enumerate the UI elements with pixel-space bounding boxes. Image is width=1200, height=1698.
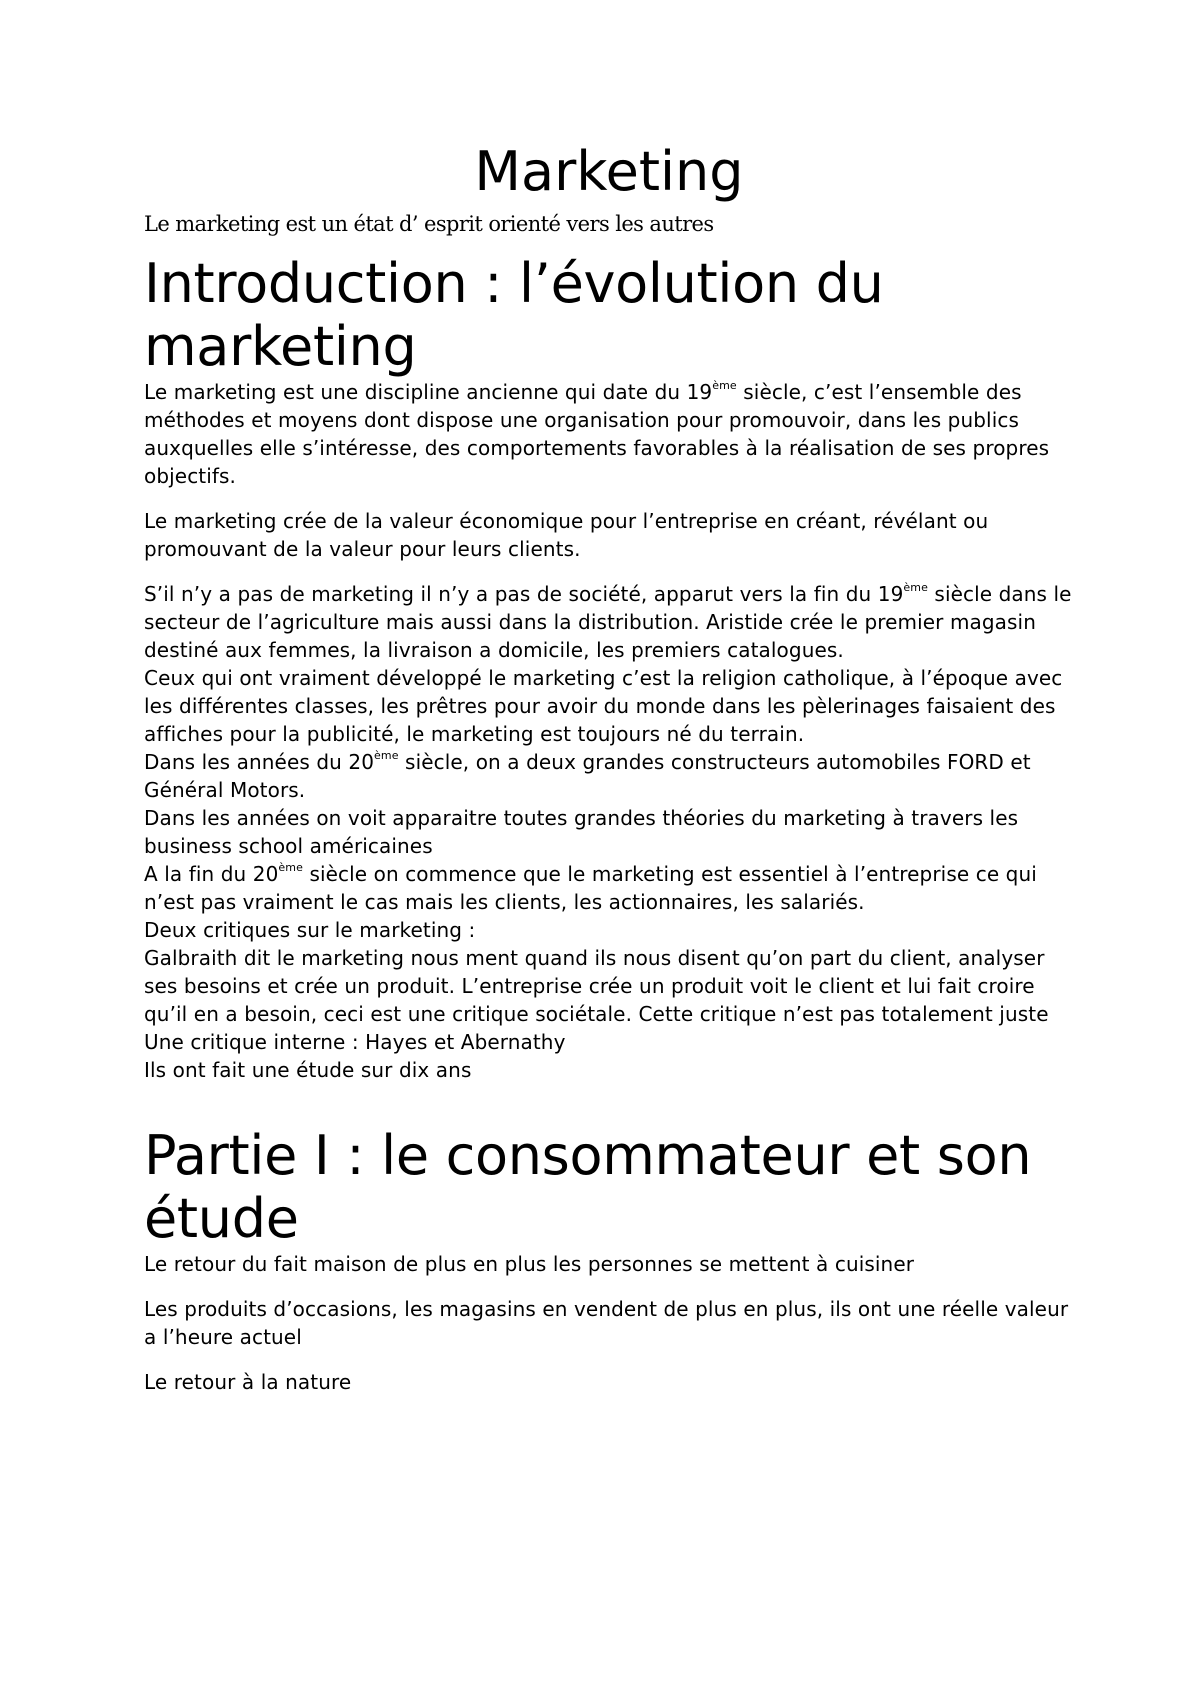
paragraph-galbraith: Galbraith dit le marketing nous ment quand ils nous disent qu’on part du client, analyser ses besoins et crée un produit. L’entreprise crée un produit voit le client et lui fait croire qu’il en a besoin, ceci est une critique sociétale. Cette critique n’est pas totalement juste	[144, 946, 1049, 1027]
paragraph-study: Ils ont fait une étude sur dix ans	[144, 1058, 472, 1083]
superscript: ème	[374, 749, 399, 763]
text: A la fin du 20	[144, 862, 279, 887]
paragraph-automobiles	[144, 748, 1074, 804]
document-body	[144, 140, 1074, 1396]
document-title: Marketing	[474, 140, 744, 203]
paragraph-second-hand: Les produits d’occasions, les magasins en vendent de plus en plus, ils ont une réelle valeur a l’heure actuel	[144, 1297, 1069, 1350]
text: siècle on commence que le marketing est essentiel à l’entreprise ce qui n’est pas vraiment le cas mais les clients, les actionnaires, les salariés.	[144, 862, 1037, 915]
paragraph-value: Le marketing crée de la valeur économique pour l’entreprise en créant, révélant ou promouvant de la valeur pour leurs clients.	[144, 509, 989, 562]
text: siècle dans le secteur de l’agriculture mais aussi dans la distribution. Aristide crée le premier magasin destiné aux femmes, la livraison a domicile, les premiers catalogues.	[144, 582, 1072, 663]
heading-part-one: Partie I : le consommateur et son étude	[144, 1124, 1032, 1251]
superscript: ème	[278, 861, 303, 875]
paragraph-internal-critique: Une critique interne : Hayes et Abernathy	[144, 1030, 566, 1055]
paragraph-religion: Ceux qui ont vraiment développé le marketing c’est la religion catholique, à l’époque avec les différentes classes, les prêtres pour avoir du monde dans les pèlerinages faisaient des affiches pour la publicité, le marketing est toujours né du terrain.	[144, 666, 1063, 747]
document-subtitle: Le marketing est un état d’ esprit orienté vers les autres	[144, 211, 714, 236]
superscript: ème	[903, 581, 928, 595]
text: siècle, on a deux grandes constructeurs automobiles FORD et Général Motors.	[144, 750, 1031, 803]
paragraph-homemade: Le retour du fait maison de plus en plus les personnes se mettent à cuisiner	[144, 1252, 915, 1277]
paragraph-theories: Dans les années on voit apparaitre toutes grandes théories du marketing à travers les business school américaines	[144, 806, 1019, 859]
paragraph-origins	[144, 580, 1074, 664]
text: Le marketing est une discipline ancienne qui date du 19	[144, 380, 713, 405]
text: Dans les années du 20	[144, 750, 375, 775]
paragraph-definition	[144, 378, 1074, 490]
text: S’il n’y a pas de marketing il n’y a pas de société, apparut vers la fin du 19	[144, 582, 904, 607]
paragraph-end-century	[144, 860, 1074, 916]
superscript: ème	[712, 379, 737, 393]
heading-introduction: Introduction : l’évolution du marketing	[144, 252, 884, 379]
paragraph-nature: Le retour à la nature	[144, 1370, 352, 1395]
text: siècle, c’est l’ensemble des méthodes et moyens dont dispose une organisation pour promouvoir, dans les publics auxquelles elle s’intéresse, des comportements favorables à la réalisation de ses propres objectifs.	[144, 380, 1050, 489]
paragraph-critiques: Deux critiques sur le marketing :	[144, 918, 476, 943]
